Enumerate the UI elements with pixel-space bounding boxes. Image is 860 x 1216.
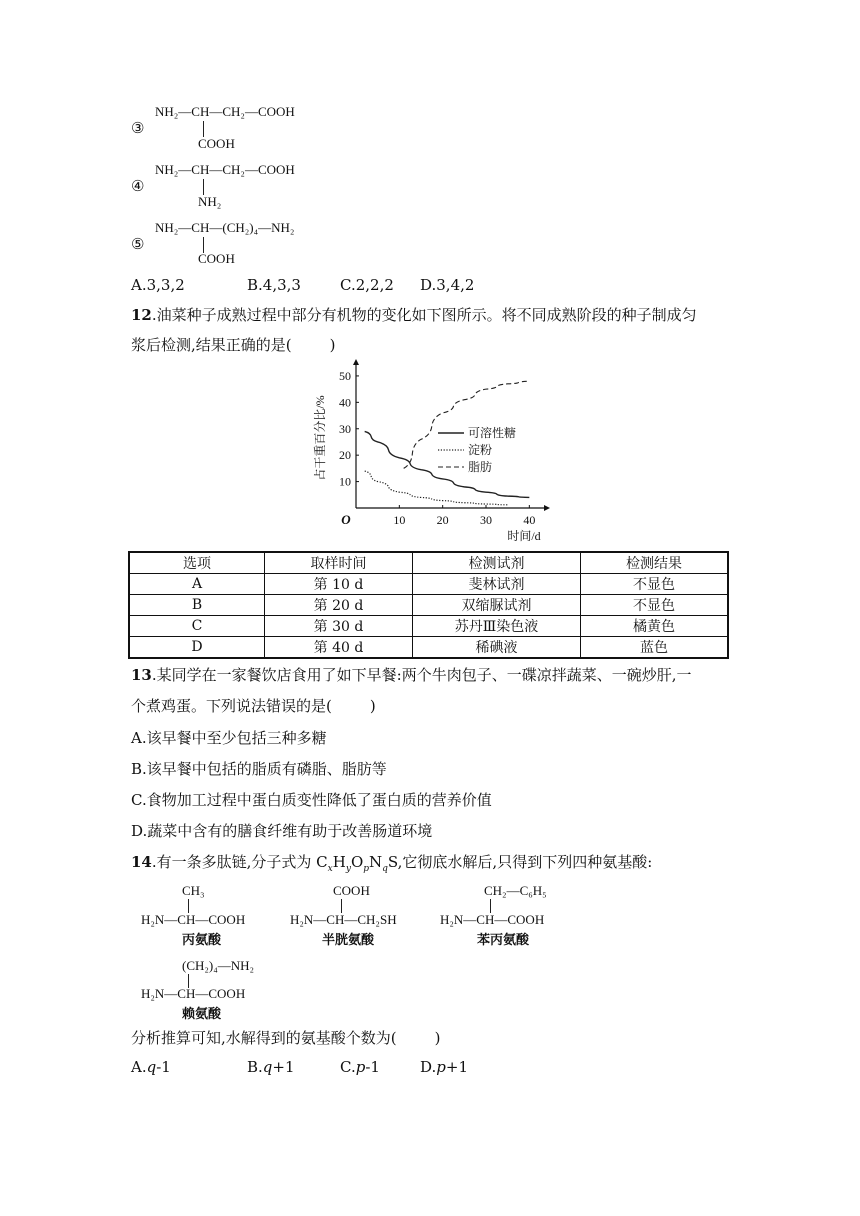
x-axis-arrow [544,505,550,511]
marker: ③ [131,119,145,137]
amino-name: 丙氨酸 [182,933,222,948]
table-cell: 不显色 [581,595,729,616]
option-b[interactable]: B.q+1 [247,1058,295,1076]
chart-organic-matter [300,358,560,548]
y-tick-label: 10 [339,474,351,489]
question-number: 13 [131,666,152,684]
question-14-line2: 分析推算可知,水解得到的氨基酸个数为( ) [131,1029,441,1047]
legend-label: 淀粉 [468,443,493,457]
table-cell: 不显色 [581,574,729,595]
legend-label: 脂肪 [468,460,493,474]
table-cell: 稀碘液 [413,637,581,659]
option-d[interactable]: D.蔬菜中含有的膳食纤维有助于改善肠道环境 [131,822,433,840]
table-header-row [129,552,728,574]
question-number: 12 [131,306,152,324]
structure-sub: NH₂ [198,194,222,209]
header-cell: 检测结果 [581,552,729,574]
table-cell: A [129,574,265,595]
question-14-line1: 14.有一条多肽链,分子式为 $C_xH_yO_pN_qS$,它彻底水解后,只得到下列四种氨基酸: [131,853,653,874]
table-cell: 橘黄色 [581,616,729,637]
table-cell: 第 10 d [265,574,413,595]
origin-label: O [341,512,351,527]
structure-sub: COOH [198,251,235,266]
option-d[interactable]: D.p+1 [420,1058,468,1076]
table-row [129,595,728,616]
question-12-line1: 12.油菜种子成熟过程中部分有机物的变化如下图所示。将不同成熟阶段的种子制成匀 [131,306,697,324]
table-cell: D [129,637,265,659]
table-row [129,616,728,637]
table-cell: C [129,616,265,637]
option-a[interactable]: A.该早餐中至少包括三种多糖 [131,729,327,747]
legend-label: 可溶性糖 [468,426,517,440]
header-cell: 取样时间 [265,552,413,574]
table-cell: 苏丹Ⅲ染色液 [413,616,581,637]
table-cell: 斐林试剂 [413,574,581,595]
x-tick-label: 40 [523,513,536,527]
table-row [129,637,728,659]
marker: ⑤ [131,235,145,253]
series-line-2 [365,471,508,505]
y-axis-label: 占干重百分比/% [313,395,327,481]
options-table [128,551,729,659]
structure-main: NH₂—CH—CH₂—COOH [155,162,295,177]
x-axis-label: 时间/d [507,529,541,543]
header-cell: 选项 [129,552,265,574]
x-tick-label: 30 [480,513,492,527]
structure-main: NH₂—CH—(CH₂)₄—NH₂ [155,220,295,235]
header-cell: 检测试剂 [413,552,581,574]
x-tick-label: 10 [393,513,406,527]
option-c[interactable]: C.2,2,2 [340,276,394,294]
table-cell: 第 40 d [265,637,413,659]
option-c[interactable]: C.p-1 [340,1058,380,1076]
y-axis-arrow [353,359,359,365]
table-row [129,574,728,595]
question-number: 14 [131,853,152,871]
table-cell: 第 20 d [265,595,413,616]
y-tick-label: 50 [339,368,351,383]
question-13-line2: 个煮鸡蛋。下列说法错误的是( ) [131,697,376,715]
option-a[interactable]: A.3,3,2 [131,276,185,294]
x-tick-label: 20 [436,513,449,527]
amino-name: 赖氨酸 [182,1007,222,1022]
amino-name: 半胱氨酸 [322,933,375,948]
option-b[interactable]: B.该早餐中包括的脂质有磷脂、脂肪等 [131,760,387,778]
option-a[interactable]: A.q-1 [131,1058,171,1076]
table-cell: B [129,595,265,616]
option-c[interactable]: C.食物加工过程中蛋白质变性降低了蛋白质的营养价值 [131,791,492,809]
series-line-3 [404,381,530,468]
y-tick-label: 40 [339,395,351,410]
option-b[interactable]: B.4,3,3 [247,276,301,294]
structure-sub: COOH [198,136,235,151]
table-cell: 双缩脲试剂 [413,595,581,616]
table-cell: 第 30 d [265,616,413,637]
table-cell: 蓝色 [581,637,729,659]
y-tick-label: 30 [339,421,351,436]
structure-main: NH₂—CH—CH₂—COOH [155,104,295,119]
question-12-line2: 浆后检测,结果正确的是( ) [131,336,336,354]
question-13-line1: 13.某同学在一家餐饮店食用了如下早餐:两个牛肉包子、一碟凉拌蔬菜、一碗炒肝,一 [131,666,692,684]
y-tick-label: 20 [339,448,351,463]
marker: ④ [131,177,145,195]
amino-name: 苯丙氨酸 [477,933,530,948]
option-d[interactable]: D.3,4,2 [420,276,475,294]
